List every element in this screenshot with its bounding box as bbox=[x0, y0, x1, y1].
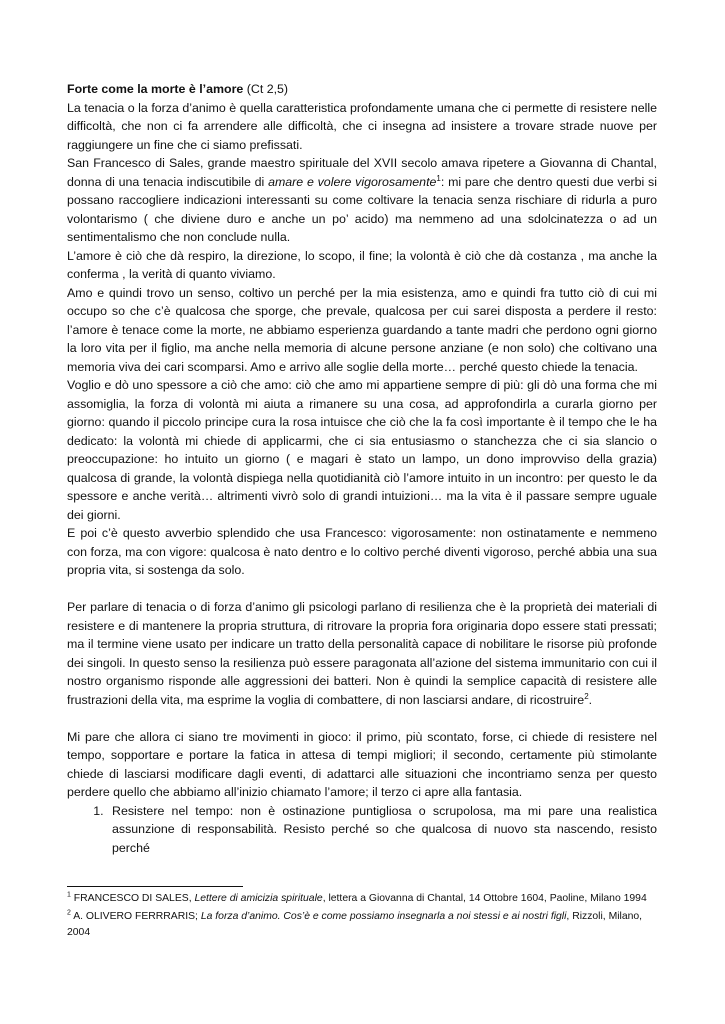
footnote-ref-1: 1 bbox=[436, 173, 441, 183]
paragraph-gap bbox=[67, 580, 657, 599]
paragraph-2 bbox=[67, 154, 657, 247]
title-strong: Forte come la morte è l’amore bbox=[67, 82, 244, 96]
footnote-1-b: , lettera a Giovanna di Chantal, 14 Ottobre 1604, Paoline, Milano 1994 bbox=[322, 893, 647, 904]
footnote-2-number: 2 bbox=[67, 909, 71, 917]
paragraph-3: L’amore è ciò che dà respiro, la direzione, lo scopo, il fine; la volontà è ciò che dà costanza , ma anche la conferma , la verità di quanto viviamo. bbox=[67, 248, 657, 281]
title-ref: (Ct 2,5) bbox=[243, 82, 289, 96]
movements-list bbox=[67, 802, 657, 858]
paragraph-1: La tenacia o la forza d’animo è quella caratteristica profondamente umana che ci permette di resistere nelle difficoltà, che non ci fa arrendere alle difficoltà, che ci insegna ad insistere a trovare strade nuove per raggiungere un fine che ci siamo prefissati. bbox=[67, 100, 657, 152]
paragraph-8: Mi pare che allora ci siano tre movimenti in gioco: il primo, più scontato, forse, ci chiede di resistere nel tempo, sopportare e portare la fatica in attesa di tempi migliori; il secondo, certamente più stimolante chiede di lasciarsi modificare dagli eventi, di adattarci alle situazioni che incontriamo senza per questo perdere quello che abbiamo all’inizio chiamato l’amore; il terzo ci apre alla fantasia. bbox=[67, 729, 657, 799]
paragraph-7-text: Per parlare di tenacia o di forza d’animo gli psicologi parlano di resilienza che è la proprietà dei materiali di resistere e di mantenere la propria struttura, di ritrovare la propria fora originaria dopo essere stati pressati; ma il termine viene usato per indicare un tratto della personalità capace di nobilitare le risorse più profonde dei singoli. In questo senso la resilienza può essere paragonata all’azione del sistema immunitario con cui il nostro organismo risponde alle aggressioni dei batteri. Non è quindi la semplice capacità di resistere alle frustrazioni della vita, ma esprime la voglia di combattere, di non lasciarsi andare, di ricostruire bbox=[67, 600, 657, 707]
footnote-1 bbox=[67, 891, 657, 907]
paragraph-7 bbox=[67, 598, 657, 709]
section-title bbox=[67, 80, 657, 99]
footnote-separator bbox=[67, 886, 243, 887]
paragraph-4: Amo e quindi trovo un senso, coltivo un perché per la mia esistenza, amo e quindi fra tutto ciò di cui mi occupo so che c’è qualcosa che sporge, che prevale, qualcosa per cui sarei disposta a perdere il resto: l’amore è tenace come la morte, ne abbiamo esperienza guardando a tante madri che perdono ogni giorno la loro vita per il figlio, ma anche nella memoria di alcune persone anziane (e non solo) che coltivano una memoria viva dei cari scomparsi. Amo e arrivo alle soglie della morte… perché questo chiede la tenacia. bbox=[67, 285, 657, 374]
footnote-1-a: FRANCESCO DI SALES, bbox=[70, 893, 195, 904]
footnote-2-title: La forza d’animo. Cos’è e come possiamo insegnarla a noi stessi e ai nostri figli bbox=[200, 911, 567, 922]
footnote-2-a: A. OLIVERO FERRRARIS; bbox=[70, 911, 201, 922]
body-text bbox=[67, 80, 657, 857]
footnotes bbox=[67, 891, 657, 943]
footnote-1-title: Lettere di amicizia spirituale bbox=[194, 893, 323, 904]
footnote-2-b: , Rizzoli, Milano, 2004 bbox=[67, 911, 643, 938]
footnote-2 bbox=[67, 909, 657, 941]
paragraph-2-b: : mi pare che dentro questi due verbi si possano raccogliere indicazioni interessanti su come coltivare la tenacia senza rischiare di ridurla a puro volontarismo ( che diviene duro e anche un po’ acido) ma nemmeno ad una sdolcinatezza o ad un sentimentalismo che non conclude nulla. bbox=[67, 174, 657, 244]
paragraph-7-end: . bbox=[588, 692, 593, 707]
list-item: 1. Resistere nel tempo: non è ostinazione puntigliosa o scrupolosa, ma mi pare una realistica assunzione di responsabilità. Resisto perché so che qualcosa di nuovo sta nascendo, resisto perché bbox=[107, 802, 657, 858]
paragraph-gap bbox=[67, 709, 657, 728]
paragraph-2-emphasis: amare e volere vigorosamente bbox=[268, 174, 437, 189]
paragraph-6: E poi c’è questo avverbio splendido che usa Francesco: vigorosamente: non ostinatamente e nemmeno con forza, ma con vigore: qualcosa è nato dentro e lo coltivo perché diventi vigoroso, perché abbia una sua propria vita, si sostenga da solo. bbox=[67, 526, 657, 577]
paragraph-2-a: San Francesco di Sales, grande maestro spirituale del XVII secolo amava ripetere a Giovanna di Chantal, donna di una tenacia indiscutibile di bbox=[67, 156, 657, 189]
paragraph-5: Voglio e dò uno spessore a ciò che amo: ciò che amo mi appartiene sempre di più: gli dò una forma che mi assomiglia, la forza di volontà mi aiuta a rimanere su una cosa, ad approfondirla a curarla giorno per giorno: quando il piccolo principe cura la rosa intuisce che ciò che la fa così importante è il tempo che le ha dedicato: la volontà mi chiede di applicarmi, che ci sia entusiasmo o stanchezza che ci sia slancio o preoccupazione: ho intuito un giorno ( e magari è stato un lampo, un dono improvviso della grazia) qualcosa di grande, la volontà dispiega nella quotidianità ciò l’amore intuito in un incontro: per questo le da spessore e anche verità… altrimenti vivrò solo di grandi intuizioni… ma la vita è il passare sempre uguale dei giorni. bbox=[67, 378, 657, 522]
footnote-ref-2: 2 bbox=[584, 691, 589, 701]
footnote-1-number: 1 bbox=[67, 891, 71, 899]
